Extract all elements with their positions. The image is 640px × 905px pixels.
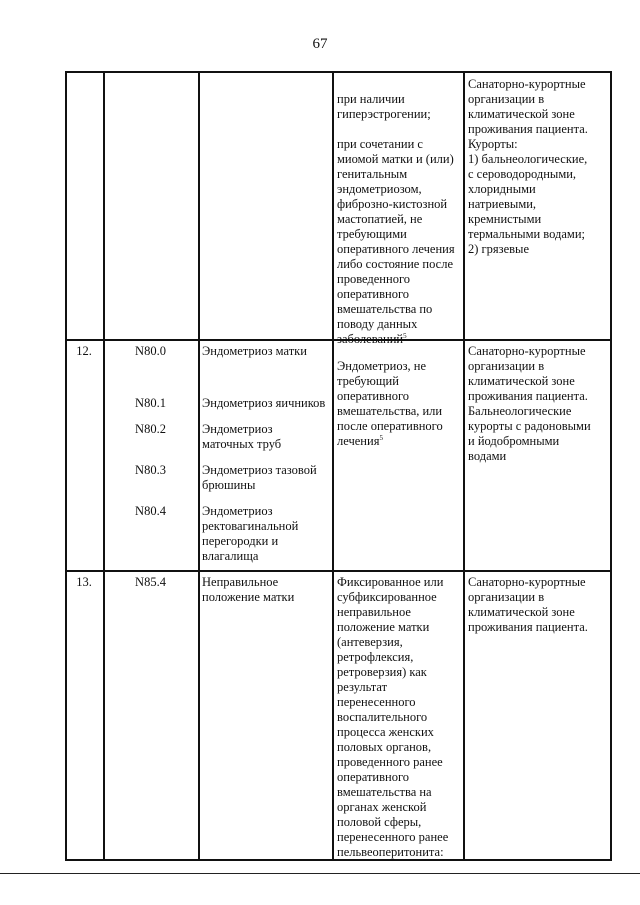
condition-cell bbox=[332, 122, 463, 347]
row-number: 12. bbox=[76, 344, 92, 358]
footnote-marker: 5 bbox=[379, 433, 383, 442]
table-border-top bbox=[65, 71, 611, 73]
condition-cell bbox=[332, 344, 463, 449]
diagnosis-name: Эндометриоз яичников bbox=[202, 396, 326, 410]
resort-cell: Санаторно-курортные организации в климатической зоне проживания пациента. bbox=[468, 575, 588, 634]
diagnosis-code: N80.0 bbox=[135, 344, 166, 358]
diagnosis-code: N80.2 bbox=[135, 422, 166, 436]
resort-cell: Санаторно-курортные организации в климатической зоне проживания пациента. Бальнеологические курорты с радоновыми и йодобромными водами bbox=[468, 344, 591, 463]
diagnosis-name: Эндометриоз маточных труб bbox=[202, 422, 282, 451]
diagnosis-code: N80.4 bbox=[135, 504, 166, 518]
resort-treatment-table bbox=[65, 71, 611, 861]
diagnosis-name: Эндометриоз матки bbox=[202, 344, 307, 358]
condition-text: при сочетании с миомой матки и (или) генитальным эндометриозом, фиброзно-кистозной мастопатией, не требующими оперативного лечения либо состояние после проведенного оперативного вмешательства по поводу данных заболеваний bbox=[337, 137, 455, 346]
footnote-marker: 5 bbox=[403, 331, 407, 340]
resort-cell: Санаторно-курортные организации в климатической зоне проживания пациента. Курорты: 1) бальнеологические, с сероводородными, хлоридными натриевыми, кремнистыми термальными водами; 2) грязевые bbox=[468, 77, 588, 256]
condition-text: Эндометриоз, не требующий оперативного вмешательства, или после оперативного лечения bbox=[337, 359, 443, 448]
page-number: 67 bbox=[312, 36, 328, 52]
diagnosis-code: N80.1 bbox=[135, 396, 166, 410]
row-number: 13. bbox=[76, 575, 92, 589]
condition-text: при наличии гиперэстрогении; bbox=[337, 92, 431, 121]
diagnosis-name: Эндометриоз тазовой брюшины bbox=[202, 463, 317, 492]
scan-bottom-edge bbox=[0, 873, 640, 874]
row-divider-13 bbox=[65, 570, 611, 572]
condition-cell: Фиксированное или субфиксированное неправильное положение матки (антеверзия, ретрофлексия, ретроверзия) как результат перенесенного воспалительного процесса женских половых органов, проведенного ранее оперативного вмешательства на органах женской половой сферы, перенесенного ранее пельвеоперитонита: bbox=[337, 575, 449, 859]
diagnosis-name: Эндометриоз ректовагинальной перегородки и влагалища bbox=[202, 504, 299, 563]
diagnosis-code: N85.4 bbox=[135, 575, 166, 589]
diagnosis-name: Неправильное положение матки bbox=[202, 575, 295, 604]
table-border-left bbox=[65, 71, 67, 861]
diagnosis-code: N80.3 bbox=[135, 463, 166, 477]
